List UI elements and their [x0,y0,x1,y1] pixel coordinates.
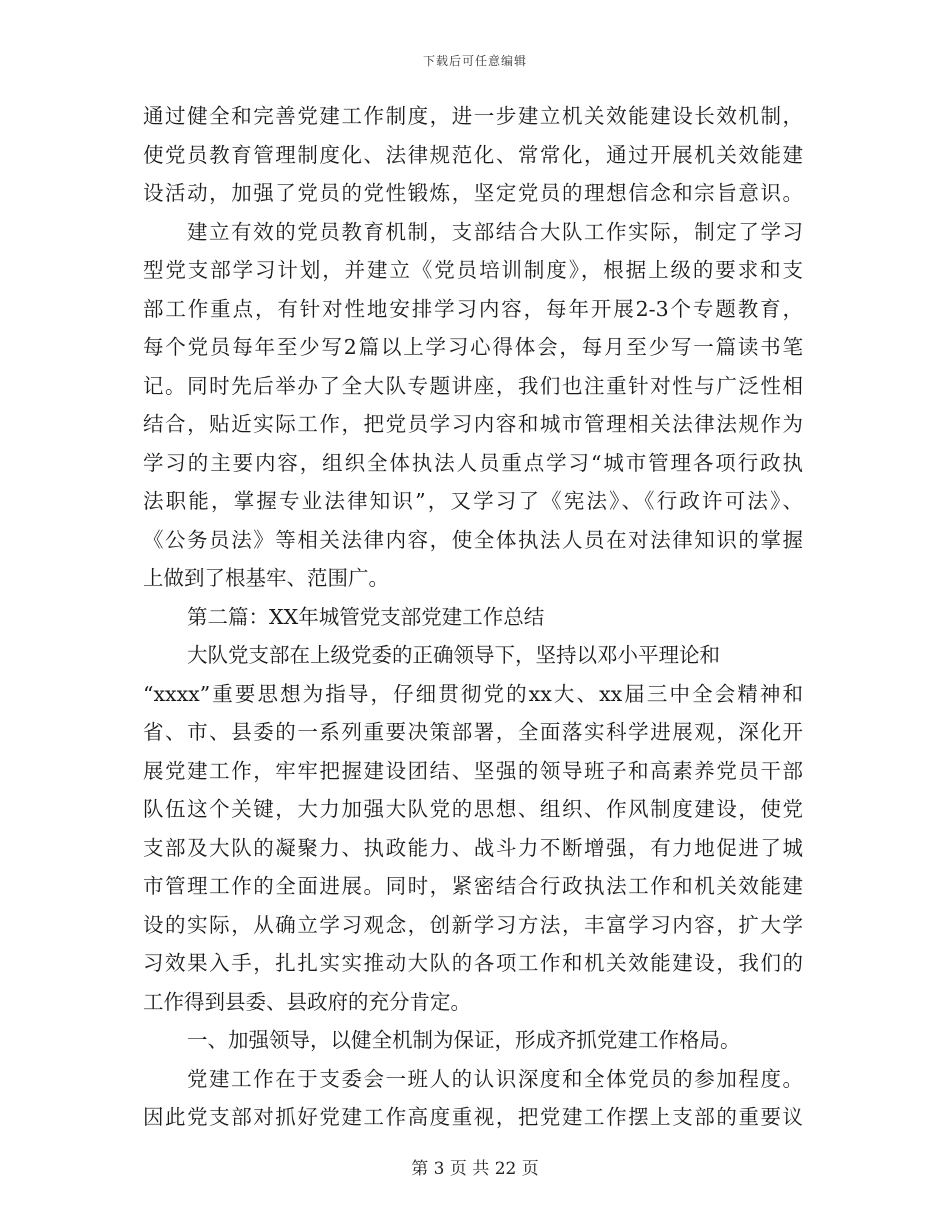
text-line: 党建工作在于支委会一班人的认识深度和全体党员的参加程度。 [187,1066,803,1091]
text-line: 因此党支部对抓好党建工作高度重视，把党建工作摆上支部的重要议 [143,1105,803,1129]
text-line: 习效果入手，扎扎实实推动大队的各项工作和机关效能建设，我们的 [143,951,803,975]
text-line: 省、市、县委的一系列重要决策部署，全面落实科学进展观，深化开 [143,720,803,744]
text-line: 大队党支部在上级党委的正确领导下，坚持以邓小平理论和 [187,643,720,667]
text-line: “xxxx”重要思想为指导，仔细贯彻党的xx大、xx届三中全会精神和 [143,681,803,706]
text-line: 支部及大队的凝聚力、执政能力、战斗力不断增强，有力地促进了城 [143,835,803,860]
text-line: 《公务员法》等相关法律内容，使全体执法人员在对法律知识的掌握 [143,527,803,552]
section-heading: 第二篇：XX年城管党支部党建工作总结 [187,604,545,629]
text-line: 展党建工作，牢牢把握建设团结、坚强的领导班子和高素养党员干部 [143,758,803,783]
page-header: 下载后可任意编辑 [422,54,527,68]
text-line: 每个党员每年至少写2篇以上学习心得体会，每月至少写一篇读书笔 [143,335,803,359]
text-line: 市管理工作的全面进展。同时，紧密结合行政执法工作和机关效能建 [143,874,803,898]
text-line: 设活动，加强了党员的党性锻炼，坚定党员的理想信念和宗旨意识。 [143,181,803,205]
document-body [143,97,803,1137]
page-footer: 第 3 页 共 22 页 [411,1159,539,1179]
text-line: 法职能，掌握专业法律知识”，又学习了《宪法》、《行政许可法》、 [143,489,803,513]
text-line: 建立有效的党员教育机制，支部结合大队工作实际，制定了学习 [187,219,803,244]
text-line: 结合，贴近实际工作，把党员学习内容和城市管理相关法律法规作为 [143,412,803,436]
text-line: 学习的主要内容，组织全体执法人员重点学习“城市管理各项行政执 [143,450,803,475]
text-line: 部工作重点，有针对性地安排学习内容，每年开展2-3个专题教育， [143,296,803,321]
text-line: 上做到了根基牢、范围广。 [143,566,389,590]
section-heading: 一、加强领导，以健全机制为保证，形成齐抓党建工作格局。 [187,1028,741,1052]
text-line: 队伍这个关键，大力加强大队党的思想、组织、作风制度建设，使党 [143,797,803,821]
text-line: 设的实际，从确立学习观念，创新学习方法，丰富学习内容，扩大学 [143,912,803,937]
text-line: 使党员教育管理制度化、法律规范化、常常化，通过开展机关效能建 [143,142,803,167]
text-line: 工作得到县委、县政府的充分肯定。 [143,989,471,1014]
text-line: 型党支部学习计划，并建立《党员培训制度》，根据上级的要求和支 [143,258,803,282]
text-line: 记。同时先后举办了全大队专题讲座，我们也注重针对性与广泛性相 [143,373,803,398]
text-line: 通过健全和完善党建工作制度，进一步建立机关效能建设长效机制， [143,104,803,128]
